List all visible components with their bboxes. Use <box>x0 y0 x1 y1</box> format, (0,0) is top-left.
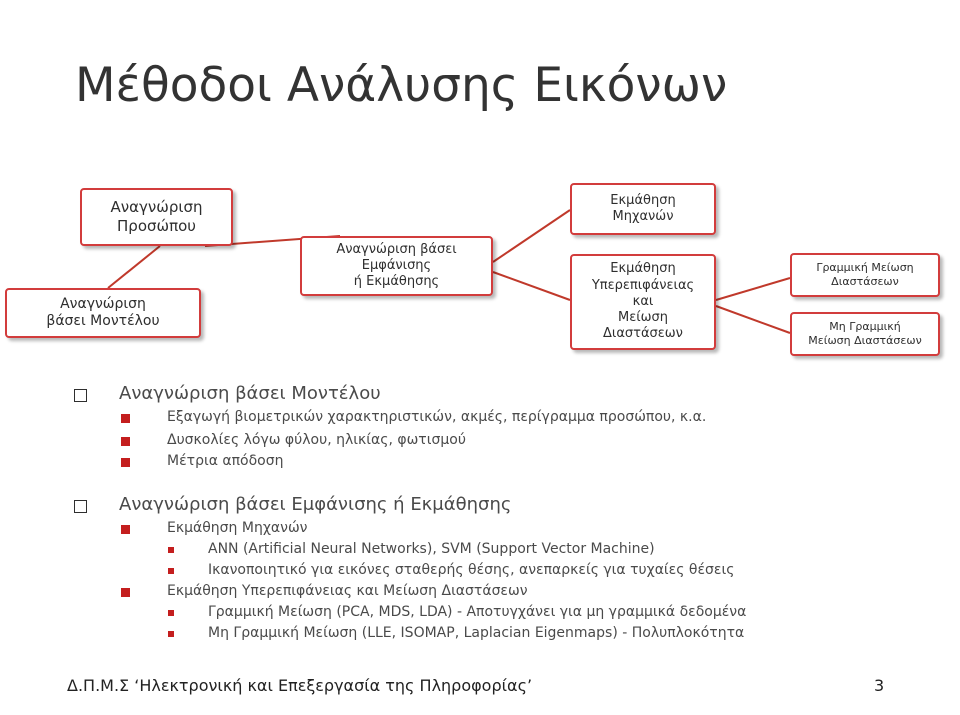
node-face-recognition <box>80 188 233 246</box>
bullet-item: Εκμάθηση Μηχανών <box>167 520 308 536</box>
node-appearance-based <box>300 236 493 296</box>
node-label: Εκμάθηση Υπερεπιφάνειας και Μείωση Διαστάσεων <box>591 261 695 342</box>
bullet-item: Δυσκολίες λόγω φύλου, ηλικίας, φωτισμού <box>167 432 466 448</box>
bullet-subitem: Μη Γραμμική Μείωση (LLE, ISOMAP, Laplacian Eigenmaps) - Πολυπλοκότητα <box>208 625 745 641</box>
square-bullet-icon <box>121 588 130 597</box>
node-label: Γραμμική Μείωση Διαστάσεων <box>816 261 914 288</box>
node-nonlinear-reduction <box>790 312 940 356</box>
connector-manifold-nonlinear <box>716 306 790 333</box>
node-label: Αναγνώριση βάσει Εμφάνισης ή Εκμάθησης <box>336 241 457 290</box>
node-label: Μη Γραμμική Μείωση Διαστάσεων <box>808 320 922 347</box>
square-bullet-icon <box>121 414 130 423</box>
bullet-subitem: Γραμμική Μείωση (PCA, MDS, LDA) - Αποτυγχάνει για μη γραμμικά δεδομένα <box>208 604 747 620</box>
node-label: Αναγνώριση βάσει Μοντέλου <box>46 295 160 329</box>
footer-text: Δ.Π.Μ.Σ ‘Ηλεκτρονική και Επεξεργασία της Πληροφορίας’ <box>67 676 533 695</box>
small-square-bullet-icon <box>168 610 174 616</box>
small-square-bullet-icon <box>168 631 174 637</box>
connector-manifold-linear <box>716 278 790 300</box>
hollow-square-bullet-icon <box>74 389 87 402</box>
node-manifold-learning <box>570 254 716 350</box>
connector-appearance-ml <box>493 210 570 262</box>
bullet-heading-appearance: Αναγνώριση βάσει Εμφάνισης ή Εκμάθησης <box>119 494 512 515</box>
square-bullet-icon <box>121 458 130 467</box>
bullet-item: Εξαγωγή βιομετρικών χαρακτηριστικών, ακμές, περίγραμμα προσώπου, κ.α. <box>167 409 707 425</box>
node-model-based <box>5 288 201 338</box>
small-square-bullet-icon <box>168 547 174 553</box>
node-linear-reduction <box>790 253 940 297</box>
connector-appearance-manifold <box>493 272 570 300</box>
slide-title: Μέθοδοι Ανάλυσης Εικόνων <box>75 58 728 113</box>
bullet-item: Εκμάθηση Υπερεπιφάνειας και Μείωση Διαστάσεων <box>167 583 528 599</box>
square-bullet-icon <box>121 437 130 446</box>
hollow-square-bullet-icon <box>74 500 87 513</box>
small-square-bullet-icon <box>168 568 174 574</box>
bullet-subitem: Ικανοποιητικό για εικόνες σταθερής θέσης, ανεπαρκείς για τυχαίες θέσεις <box>208 562 735 578</box>
node-machine-learning <box>570 183 716 235</box>
node-label: Αναγνώριση Προσώπου <box>110 198 203 235</box>
page-number: 3 <box>874 676 885 695</box>
node-label: Εκμάθηση Μηχανών <box>610 192 676 224</box>
connector-face-model <box>108 246 160 288</box>
bullet-subitem: ANN (Artificial Neural Networks), SVM (Support Vector Machine) <box>208 541 655 557</box>
bullet-item: Μέτρια απόδοση <box>167 453 284 469</box>
bullet-heading-model: Αναγνώριση βάσει Μοντέλου <box>119 383 381 404</box>
square-bullet-icon <box>121 525 130 534</box>
